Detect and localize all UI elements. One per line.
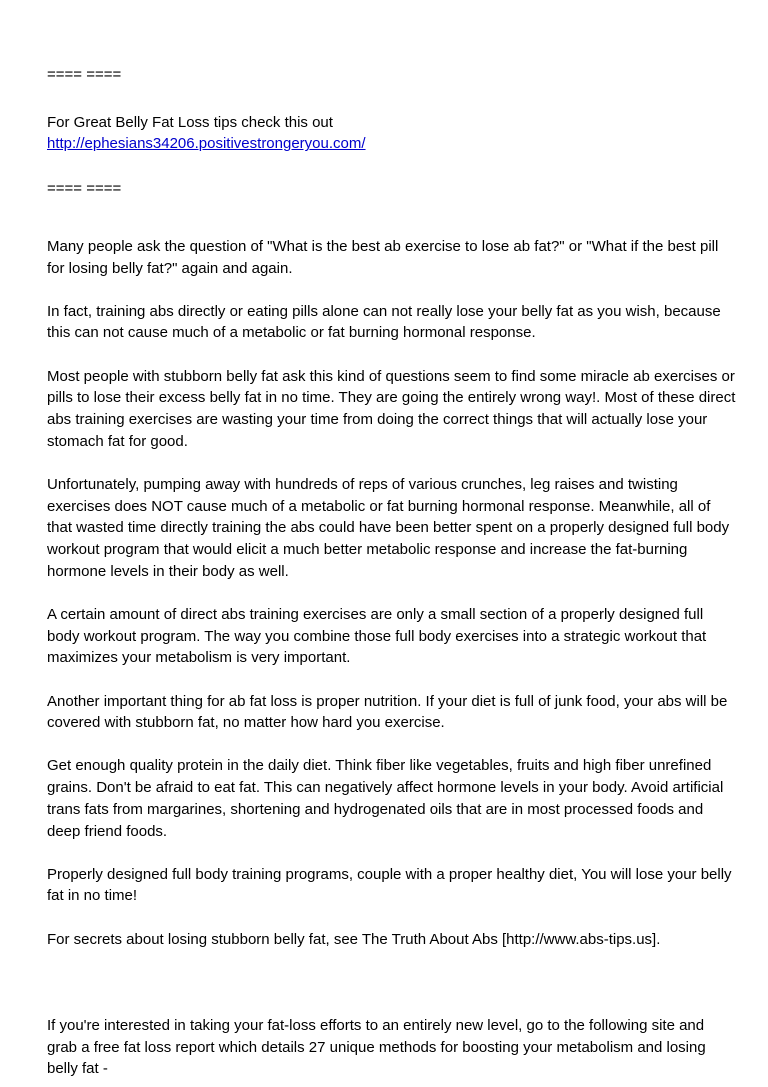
separator-bottom: ==== ==== <box>47 180 122 198</box>
paragraph: In fact, training abs directly or eating pills alone can not really lose your belly fat as you wish, because this can not cause much of a metabolic or fat burning hormonal response. <box>47 302 721 342</box>
paragraph: Most people with stubborn belly fat ask this kind of questions seem to find some miracle ab exercises or pills to lose their excess belly fat in no time. They are going the entirely wrong way!. Most of these direct abs training exercises are wasting your time from doing the correct things that will actually lose your stomach fat for good. <box>47 367 736 450</box>
closing-paragraph: If you're interested in taking your fat-loss efforts to an entirely new level, go to the following site and grab a free fat loss report which details 27 unique methods for boosting your metabolism and losing belly fat - <box>47 1016 706 1078</box>
spacer <box>47 972 737 1015</box>
paragraph: A certain amount of direct abs training exercises are only a small section of a properly designed full body workout program. The way you combine those full body exercises into a strategic workout that maximizes your metabolism is very important. <box>47 605 707 667</box>
paragraph: For secrets about losing stubborn belly fat, see The Truth About Abs [http://www.abs-tips.us]. <box>47 930 661 948</box>
separator-top: ==== ==== <box>47 66 122 83</box>
article-body <box>47 236 737 1080</box>
promo-block <box>47 112 737 155</box>
paragraph: Another important thing for ab fat loss is proper nutrition. If your diet is full of junk food, your abs will be covered with stubborn fat, no matter how hard you exercise. <box>47 692 728 732</box>
paragraph: Many people ask the question of "What is the best ab exercise to lose ab fat?" or "What if the best pill for losing belly fat?" again and again. <box>47 237 719 277</box>
promo-text: For Great Belly Fat Loss tips check this out <box>47 113 333 131</box>
paragraph: Get enough quality protein in the daily diet. Think fiber like vegetables, fruits and high fiber unrefined grains. Don't be afraid to eat fat. This can negatively affect hormone levels in your body. Avoid artificial trans fats from margarines, shortening and hydrogenated oils that are in most processed foods and deep friend foods. <box>47 757 724 840</box>
document-page <box>47 64 737 1080</box>
promo-link[interactable]: http://ephesians34206.positivestrongeryou.com/ <box>47 135 366 153</box>
paragraph: Properly designed full body training programs, couple with a proper healthy diet, You will lose your belly fat in no time! <box>47 865 732 905</box>
paragraph: Unfortunately, pumping away with hundreds of reps of various crunches, leg raises and twisting exercises does NOT cause much of a metabolic or fat burning hormonal response. Meanwhile, all of that wasted time directly training the abs could have been better spent on a properly designed full body workout program that would elicit a much better metabolic response and increase the fat-burning hormone levels in their body as well. <box>47 475 730 580</box>
